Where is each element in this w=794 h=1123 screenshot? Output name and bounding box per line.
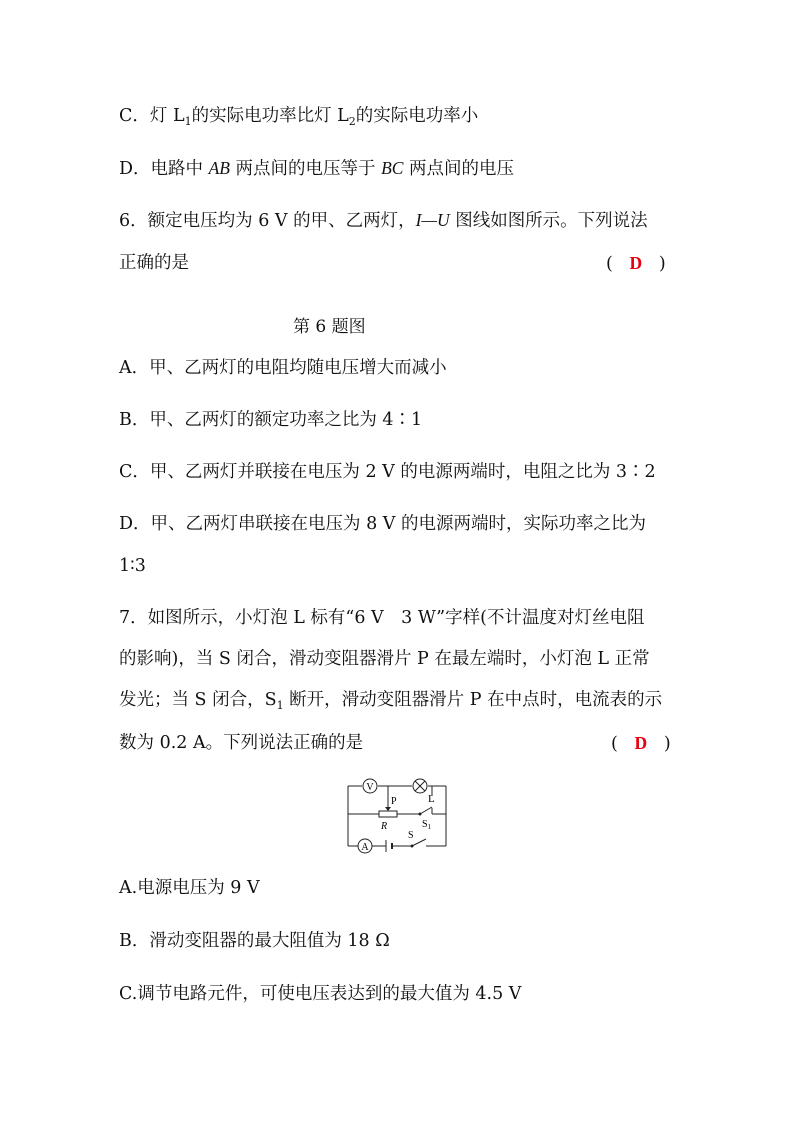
q5-c-mid: 的实际电功率比灯 L	[191, 106, 349, 126]
lamp-label: L	[428, 793, 435, 805]
slider-label: P	[391, 796, 397, 807]
resistor-label: R	[381, 821, 388, 832]
q5-option-c	[119, 108, 478, 127]
circuit-diagram	[342, 772, 452, 858]
q6-stem-line1	[119, 212, 648, 231]
q6-stem-suffix: 图线如图所示。下列说法	[449, 211, 648, 231]
ammeter-label: A	[361, 842, 369, 853]
q5-d-ab: AB	[208, 158, 230, 178]
q7-answer-letter: D	[634, 733, 648, 753]
q6-stem-iu: I—U	[415, 210, 450, 230]
q5-option-d	[119, 160, 514, 179]
q5-d-mid: 两点间的电压等于	[229, 159, 382, 179]
switch-s1-sub: 1	[427, 823, 432, 831]
q5-d-suffix: 两点间的电压	[403, 159, 515, 179]
q6-answer-open: (	[606, 254, 613, 274]
q6-option-c: C．甲、乙两灯并联接在电压为 2 V 的电源两端时，电阻之比为 3∶2	[119, 462, 656, 482]
voltmeter-icon	[363, 779, 377, 793]
q7-option-b: B．滑动变阻器的最大阻值为 18 Ω	[119, 931, 390, 951]
q7-answer-open: (	[611, 734, 618, 754]
q7-stem3-suffix: 断开，滑动变阻器滑片 P 在中点时，电流表的示	[283, 690, 663, 710]
switch-s1-label	[422, 819, 432, 831]
q6-option-d-line2: 1∶3	[119, 556, 146, 576]
q6-stem-prefix: 6．额定电压均为 6 V 的甲、乙两灯，	[119, 211, 416, 231]
q7-stem3-sub: 1	[276, 699, 284, 712]
q5-c-suffix: 的实际电功率小	[355, 106, 479, 126]
q5-c-sub2: 2	[348, 115, 356, 128]
switch-s1-icon	[419, 807, 433, 816]
q6-answer-letter: D	[629, 253, 643, 273]
q6-answer-close: )	[658, 254, 666, 274]
q7-option-c: C.调节电路元件，可使电压表达到的最大值为 4.5 V	[119, 984, 522, 1004]
q7-stem3-prefix: 发光；当 S 闭合，S	[119, 690, 277, 710]
lamp-icon	[413, 779, 427, 793]
q6-option-a: A．甲、乙两灯的电阻均随电压增大而减小	[119, 358, 447, 378]
q5-c-prefix: C．灯 L	[119, 106, 185, 126]
switch-s1-letter: S	[422, 819, 428, 830]
q5-d-prefix: D．电路中	[119, 159, 209, 179]
battery-icon	[386, 840, 392, 852]
q7-stem-line2: 的影响)，当 S 闭合，滑动变阻器滑片 P 在最左端时，小灯泡 L 正常	[119, 649, 650, 669]
rheostat-icon	[379, 807, 397, 817]
q7-stem-line3	[119, 692, 662, 711]
q6-stem-line2: 正确的是	[119, 253, 189, 273]
voltmeter-label: V	[366, 782, 374, 793]
q7-option-a: A.电源电压为 9 V	[119, 878, 260, 898]
q7-answer-close: )	[663, 734, 671, 754]
q7-stem-line1: 7．如图所示，小灯泡 L 标有“6 V 3 W”字样(不计温度对灯丝电阻	[119, 608, 645, 628]
q5-c-sub1: 1	[184, 115, 192, 128]
q6-option-b: B．甲、乙两灯的额定功率之比为 4∶1	[119, 410, 423, 430]
q6-figure-caption: 第 6 题图	[293, 317, 366, 337]
q7-answer	[611, 735, 671, 754]
switch-s-label: S	[408, 830, 414, 841]
q7-stem-line4: 数为 0.2 A。下列说法正确的是	[119, 733, 364, 753]
q6-option-d-line1: D．甲、乙两灯串联接在电压为 8 V 的电源两端时，实际功率之比为	[119, 514, 646, 534]
q5-d-bc: BC	[381, 158, 404, 178]
q6-answer	[606, 255, 666, 274]
ammeter-icon	[358, 839, 372, 853]
